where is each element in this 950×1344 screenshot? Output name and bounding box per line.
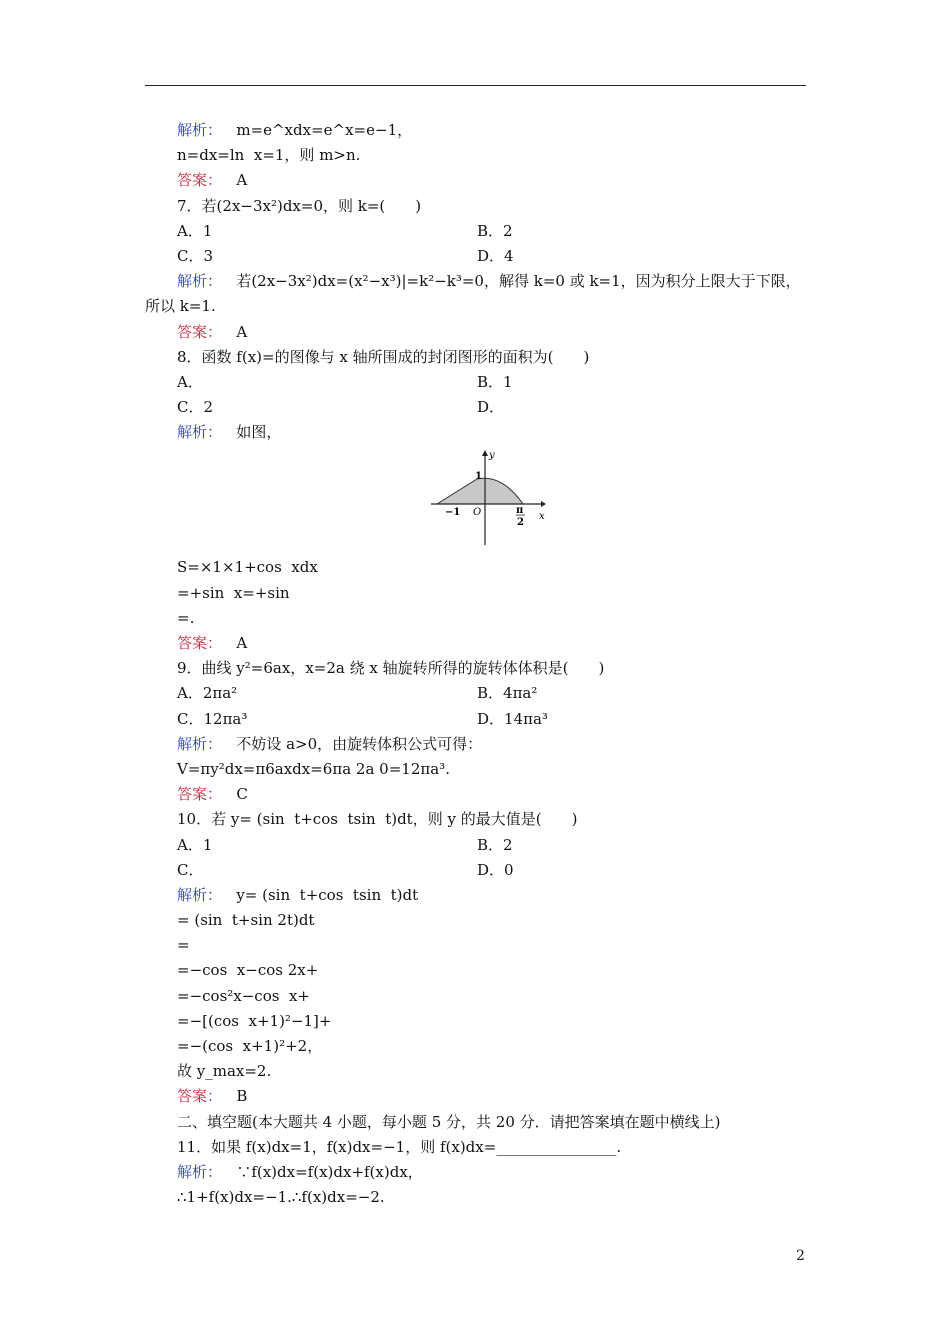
solution-line: =−(cos x+1)²+2， (177, 1037, 323, 1056)
question-9: 9．曲线 y²=6ax，x=2a 绕 x 轴旋转所得的旋转体体积是( ) (177, 659, 605, 678)
answer-text: B (222, 1087, 248, 1106)
solution-line: =−cos²x−cos x+ (177, 986, 311, 1005)
answer-label: 答案： (177, 171, 223, 190)
solution-line: V=πy²dx=π6axdx=6πa 2a 0=12πa³. (177, 759, 450, 778)
option-b: B．2 (477, 221, 513, 240)
answer-line (145, 631, 815, 656)
y-axis-arrow (482, 450, 488, 456)
options-row (145, 833, 815, 858)
solution-line: = (177, 936, 190, 955)
option-a: A．1 (177, 221, 213, 240)
page-number: 2 (796, 1248, 805, 1264)
solution-text: 不妨设 a>0，由旋转体积公式可得： (222, 734, 483, 753)
solution-text: m=e^xdx=e^x=e−1， (222, 121, 413, 139)
shaded-region (437, 479, 523, 505)
solution-line: ∴1+f(x)dx=−1.∴f(x)dx=−2. (177, 1188, 385, 1207)
header-rule (145, 85, 806, 86)
solution-line (145, 118, 815, 143)
solution-label: 解析： (177, 885, 223, 904)
answer-line (145, 168, 815, 193)
options-row (145, 395, 815, 420)
answer-label: 答案： (177, 1087, 223, 1106)
question-7: 7．若(2x−3x²)dx=0，则 k=( ) (177, 196, 422, 215)
origin-label: O (473, 507, 482, 519)
answer-label: 答案： (177, 634, 223, 653)
solution-line: =−cos x−cos 2x+ (177, 961, 319, 980)
page-content (145, 118, 815, 1210)
x-axis-arrow (541, 501, 546, 507)
option-c: C．2 (177, 398, 214, 417)
solution-line (145, 420, 815, 445)
solution-label: 解析： (177, 734, 223, 753)
x-axis-label: x (539, 511, 545, 523)
answer-text: C (222, 785, 248, 804)
answer-line (145, 782, 815, 807)
option-d: D．14πa³ (477, 709, 548, 728)
area-figure (145, 445, 815, 555)
solution-label: 解析： (177, 272, 223, 291)
solution-paragraph (145, 269, 815, 319)
question-11: 11．如果 f(x)dx=1，f(x)dx=−1，则 f(x)dx=________________. (177, 1137, 622, 1156)
option-d: D．0 (477, 860, 514, 879)
tick-label-pi: π (516, 505, 524, 517)
solution-line: =−[(cos x+1)²−1]+ (177, 1011, 332, 1030)
question-10: 10．若 y= (sin t+cos tsin t)dt，则 y 的最大值是( ) (177, 810, 578, 829)
option-a: A．1 (177, 835, 213, 854)
solution-label: 解析： (177, 423, 223, 442)
solution-text: 如图， (222, 423, 282, 442)
answer-label: 答案： (177, 785, 223, 804)
tick-label-two: 2 (517, 517, 524, 529)
question-8: 8．函数 f(x)=的图像与 x 轴所围成的封闭图形的面积为( ) (177, 347, 590, 366)
graph-figure (427, 449, 547, 545)
tick-label-neg-one: −1 (445, 507, 461, 519)
answer-text: A (222, 634, 248, 653)
options-row (145, 244, 815, 269)
tick-label-one: 1 (475, 471, 482, 483)
solution-line: = (sin t+sin 2t)dt (177, 911, 315, 930)
solution-line: S=×1×1+cos xdx (177, 558, 318, 577)
solution-label: 解析： (177, 1162, 223, 1181)
solution-line: =. (177, 608, 195, 627)
option-b: B．1 (477, 372, 513, 391)
solution-line: n=dx=ln x=1，则 m>n. (177, 146, 361, 165)
solution-text: 若(2x−3x²)dx=(x²−x³)|=k²−k³=0，解得 k=0 或 k=1，因为积分上限大于下限，所以 k=1. (145, 272, 801, 316)
solution-line (145, 732, 815, 757)
options-row (145, 858, 815, 883)
option-d: D． (477, 398, 505, 417)
option-c: C．3 (177, 246, 214, 265)
solution-line: =+sin x=+sin (177, 583, 290, 602)
y-axis-label: y (489, 450, 495, 462)
solution-text: ∵f(x)dx=f(x)dx+f(x)dx， (222, 1162, 423, 1181)
answer-line (145, 1084, 815, 1109)
option-a: A． (177, 372, 203, 391)
option-a: A．2πa² (177, 684, 238, 703)
solution-line: 故 y_max=2. (177, 1062, 272, 1081)
solution-text: y= (sin t+cos tsin t)dt (222, 885, 419, 904)
answer-label: 答案： (177, 322, 223, 341)
options-row (145, 707, 815, 732)
answer-line (145, 320, 815, 345)
section-heading: 二、填空题(本大题共 4 小题，每小题 5 分，共 20 分．请把答案填在题中横线上) (177, 1112, 721, 1131)
option-c: C．12πa³ (177, 709, 248, 728)
options-row (145, 219, 815, 244)
answer-text: A (222, 322, 248, 341)
solution-label: 解析： (177, 121, 223, 139)
option-b: B．4πa² (477, 684, 538, 703)
solution-line (145, 883, 815, 908)
option-b: B．2 (477, 835, 513, 854)
answer-text: A (222, 171, 248, 190)
options-row (145, 681, 815, 706)
options-row (145, 370, 815, 395)
option-d: D．4 (477, 246, 514, 265)
option-c: C． (177, 860, 204, 879)
solution-line (145, 1160, 815, 1185)
